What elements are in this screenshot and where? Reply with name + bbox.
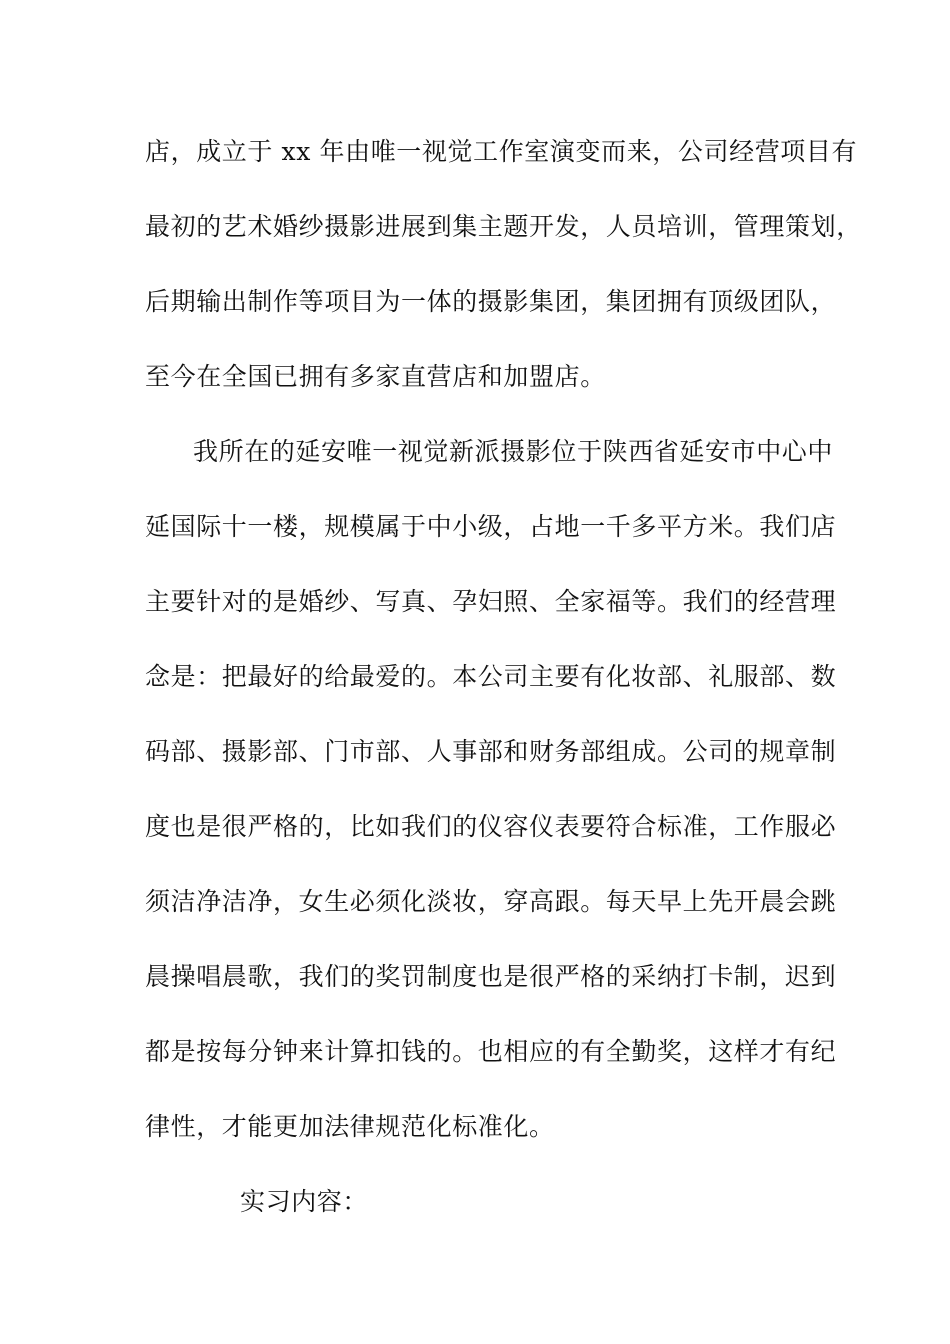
text-line: 店，成立于 xx 年由唯一视觉工作室演变而来，公司经营项目有 — [145, 137, 858, 166]
text-line: 晨操唱晨歌，我们的奖罚制度也是很严格的采纳打卡制，迟到 — [145, 962, 837, 991]
text-line: 最初的艺术婚纱摄影进展到集主题开发，人员培训，管理策划， — [145, 212, 862, 241]
text-line: 主要针对的是婚纱、写真、孕妇照、全家福等。我们的经营理 — [145, 587, 837, 616]
text-line: 至今在全国已拥有多家直营店和加盟店。 — [145, 362, 606, 391]
text-line: 我所在的延安唯一视觉新派摄影位于陕西省延安市中心中 — [193, 437, 834, 466]
text-line: 码部、摄影部、门市部、人事部和财务部组成。公司的规章制 — [145, 737, 837, 766]
text-line: 都是按每分钟来计算扣钱的。也相应的有全勤奖，这样才有纪 — [145, 1037, 837, 1066]
section-heading: 实习内容： — [240, 1187, 369, 1216]
text-line: 延国际十一楼，规模属于中小级，占地一千多平方米。我们店 — [145, 512, 837, 541]
text-line: 律性，才能更加法律规范化标准化。 — [145, 1112, 555, 1141]
text-line: 须洁净洁净，女生必须化淡妆，穿高跟。每天早上先开晨会跳 — [145, 887, 837, 916]
text-line: 后期输出制作等项目为一体的摄影集团，集团拥有顶级团队， — [145, 287, 837, 316]
text-line: 念是：把最好的给最爱的。本公司主要有化妆部、礼服部、数 — [145, 662, 837, 691]
text-line: 度也是很严格的，比如我们的仪容仪表要符合标准，工作服必 — [145, 812, 837, 841]
